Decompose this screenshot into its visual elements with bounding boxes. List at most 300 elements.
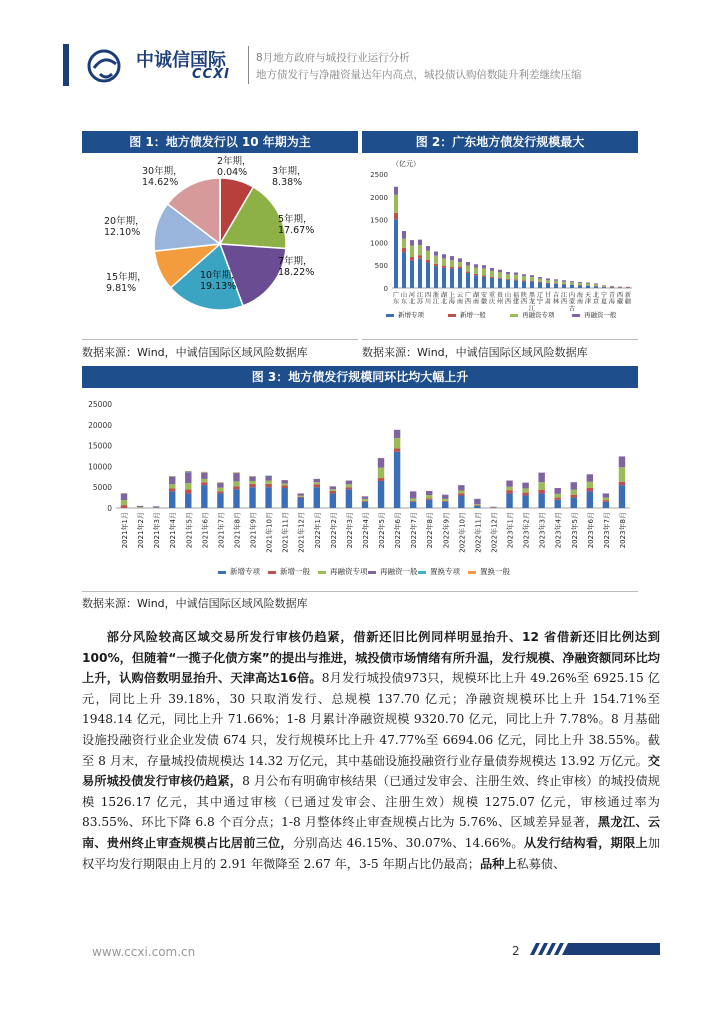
- legend-label: 新增一般: [280, 567, 310, 576]
- x-category-label: 2022年5月: [378, 512, 387, 549]
- bar-segment: [619, 467, 625, 482]
- x-category-label: 甘肃: [544, 292, 552, 306]
- bar-segment: [562, 284, 566, 285]
- bar-segment: [314, 482, 320, 484]
- bar-segment: [410, 491, 416, 498]
- x-category-label: 2023年3月: [538, 512, 547, 549]
- bar-segment: [249, 481, 255, 484]
- x-category-label: 2023年8月: [618, 512, 627, 549]
- bar-segment: [217, 482, 223, 483]
- y-tick-label: 1000: [370, 239, 388, 248]
- y-tick-label: 5000: [92, 483, 112, 493]
- figure3-rule: [82, 591, 638, 592]
- bar-segment: [458, 485, 464, 490]
- x-category-label: 北京: [592, 292, 600, 306]
- x-category-label: 2022年9月: [442, 512, 451, 549]
- bar-segment: [314, 484, 320, 487]
- x-category-label: 西藏: [616, 292, 624, 306]
- bar-segment: [281, 488, 287, 508]
- bar-segment: [554, 281, 558, 284]
- bar-segment: [602, 287, 606, 288]
- bar-segment: [249, 477, 255, 481]
- bar-segment: [434, 256, 438, 264]
- bar-segment: [265, 484, 271, 487]
- bar-segment: [362, 496, 368, 498]
- figure2-title: 图 2：广东地方债发行规模最大: [362, 131, 638, 153]
- bar-segment: [265, 481, 271, 484]
- x-category-label: 2022年3月: [345, 512, 354, 549]
- bar-segment: [570, 284, 574, 285]
- bar-segment: [546, 283, 550, 288]
- x-category-label: 2023年6月: [586, 512, 595, 549]
- x-category-label: 宁夏: [600, 292, 608, 306]
- bar-segment: [314, 487, 320, 508]
- bar-segment: [546, 278, 550, 280]
- bar-segment: [530, 282, 534, 288]
- bar-segment: [610, 286, 614, 287]
- bar-segment: [603, 498, 609, 500]
- bar-segment: [555, 488, 561, 494]
- legend-swatch: [418, 571, 426, 574]
- bar-segment: [281, 480, 287, 483]
- figure1-title: 图 1：地方债发行以 10 年期为主: [82, 131, 358, 153]
- bar-segment: [594, 286, 598, 287]
- bar-segment: [442, 502, 448, 508]
- x-category-label: 福建: [512, 292, 520, 306]
- bar-segment: [587, 491, 593, 508]
- footer-url[interactable]: www.ccxi.com.cn: [92, 945, 196, 959]
- bar-segment: [426, 500, 432, 508]
- bar-segment: [217, 493, 223, 508]
- bar-segment: [402, 252, 406, 288]
- bar-segment: [418, 240, 422, 245]
- x-category-label: 2023年5月: [570, 512, 579, 549]
- x-category-label: 贵州: [496, 292, 504, 306]
- x-category-label: 2022年12月: [490, 512, 499, 553]
- bar-segment: [570, 285, 574, 288]
- bar-segment: [474, 274, 478, 275]
- x-category-label: 2022年4月: [361, 512, 370, 549]
- bar-segment: [506, 274, 510, 279]
- x-category-label: 2021年1月: [121, 512, 130, 549]
- legend-swatch: [318, 571, 326, 574]
- bar-segment: [538, 283, 542, 288]
- bar-segment: [426, 495, 432, 498]
- bar-segment: [458, 268, 462, 288]
- bar-segment: [169, 484, 175, 488]
- bar-segment: [330, 493, 336, 508]
- pie-slice-label: 20年期， 12.10%: [104, 216, 145, 238]
- x-category-label: 2022年8月: [426, 512, 435, 549]
- pie-slice-label: 3年期， 8.38%: [272, 166, 307, 188]
- bar-segment: [450, 267, 454, 269]
- legend-label: 置换一般: [480, 567, 510, 576]
- bar-segment: [298, 497, 304, 498]
- x-category-label: 2023年2月: [522, 512, 531, 549]
- bar-segment: [418, 259, 422, 288]
- bar-segment: [610, 286, 614, 287]
- bar-segment: [346, 487, 352, 489]
- bar-segment: [233, 486, 239, 489]
- bar-segment: [571, 498, 577, 508]
- legend-label: 新增专项: [398, 311, 424, 319]
- bar-segment: [578, 285, 582, 286]
- bar-segment: [450, 256, 454, 260]
- bar-segment: [474, 499, 480, 504]
- bar-segment: [265, 476, 271, 481]
- bar-segment: [121, 494, 127, 500]
- bar-segment: [121, 500, 127, 505]
- bar-segment: [410, 501, 416, 502]
- bar-segment: [619, 482, 625, 485]
- bar-segment: [169, 476, 175, 477]
- bar-segment: [610, 287, 614, 288]
- bar-segment: [603, 493, 609, 497]
- bar-segment: [410, 502, 416, 508]
- bar-segment: [458, 491, 464, 494]
- pie-slice-label: 15年期， 9.81%: [106, 272, 147, 294]
- bar-segment: [587, 474, 593, 481]
- y-tick-label: 2000: [370, 193, 388, 202]
- bar-segment: [153, 506, 159, 507]
- bar-segment: [530, 281, 534, 282]
- x-category-label: 上海: [448, 292, 456, 306]
- body-text-4: 加权平均发行期限由上月的 2.91 年微降至 2.67 年，3-5 年期占比仍最高；: [82, 835, 661, 871]
- body-bold-3: 黑龙江、云南、贵州终止审查规模占比居前三位，: [82, 815, 661, 850]
- bar-segment: [410, 498, 416, 500]
- bar-segment: [602, 285, 606, 286]
- bar-segment: [490, 507, 496, 508]
- bar-segment: [466, 272, 470, 273]
- bar-segment: [554, 279, 558, 280]
- bar-segment: [217, 488, 223, 492]
- pie-slice-label: 2年期， 0.04%: [217, 156, 252, 178]
- bar-segment: [298, 496, 304, 497]
- figure2-rule: [362, 339, 638, 340]
- bar-segment: [594, 283, 598, 284]
- bar-segment: [410, 246, 414, 257]
- x-category-label: 黑龙江: [528, 292, 536, 313]
- bar-segment: [169, 491, 175, 508]
- bar-segment: [555, 494, 561, 498]
- x-category-label: 2021年3月: [153, 512, 162, 549]
- x-category-label: 湖南: [472, 292, 480, 306]
- legend-swatch: [368, 571, 376, 574]
- y-axis-unit: （亿元）: [392, 160, 420, 168]
- bar-segment: [217, 491, 223, 493]
- bar-segment: [442, 254, 446, 258]
- bar-segment: [522, 488, 528, 492]
- x-category-label: 2021年11月: [281, 512, 290, 553]
- bar-segment: [169, 477, 175, 484]
- bar-segment: [522, 483, 528, 489]
- bar-segment: [490, 508, 496, 509]
- x-category-label: 广西: [464, 292, 472, 306]
- bar-segment: [233, 472, 239, 473]
- bar-segment: [330, 491, 336, 493]
- bar-segment: [185, 483, 191, 489]
- bar-segment: [330, 486, 336, 489]
- bar-segment: [265, 476, 271, 477]
- bar-segment: [530, 275, 534, 277]
- bar-segment: [570, 281, 574, 282]
- bar-segment: [402, 248, 406, 253]
- x-category-label: 山东: [400, 292, 408, 306]
- bar-segment: [506, 481, 512, 487]
- bar-segment: [394, 220, 398, 288]
- body-text-1: 8月发行城投债973只，规模环比上升 49.26%至 6925.15 亿元，同比上升 39.18%，30 只取消发行、总规模 137.70 亿元；净融资规模环比上升 154.71%至 1948.14 亿元，同比上升 71.66%；1-8 月累计净融资规模 9320.70 亿元，同比上升 7.78%。8 月基础设施投融资行业企业发债 674 只，发行规模环比上升 47.77%至 6694.06 亿元，同比上升 38.55%。截至 8 月末，存量城投债规模达 14.32 万亿元，其中基础设施投融资行业存量债券规模达 13.92 万亿元。: [82, 671, 660, 768]
- x-category-label: 浙江: [432, 292, 440, 306]
- x-category-label: 河北: [408, 292, 416, 306]
- footer-stripes-icon: [530, 943, 660, 955]
- x-category-label: 2021年9月: [249, 512, 258, 549]
- bar-segment: [330, 489, 336, 491]
- bar-segment: [578, 282, 582, 283]
- bar-segment: [554, 284, 558, 288]
- x-category-label: 辽宁: [536, 292, 544, 306]
- body-bold-5: 品种上: [479, 856, 517, 871]
- x-category-label: 新疆: [624, 292, 632, 306]
- bar-segment: [394, 438, 400, 448]
- bar-segment: [490, 271, 494, 277]
- bar-segment: [498, 272, 502, 277]
- pie-slice-label: 10年期， 19.13%: [200, 270, 241, 292]
- header-divider: [248, 46, 249, 84]
- bar-segment: [201, 473, 207, 479]
- bar-segment: [394, 430, 400, 438]
- legend-label: 新增一般: [460, 311, 486, 319]
- legend-label: 再融资专项: [522, 311, 555, 319]
- bar-segment: [394, 213, 398, 220]
- bar-segment: [426, 491, 432, 495]
- bar-segment: [618, 287, 622, 288]
- body-text-2: 8 月公布有明确审核结果（已通过发审会、注册生效、终止审核）的城投债规模 1526.17 亿元，其中通过审核（已通过发审会、注册生效）规模 1275.07 亿元，审核通过率为 83.55%、环比下降 6.8 个百分点；1-8 月整体终止审查规模占比为 5.76%、区域差异显著，: [82, 774, 660, 830]
- bar-segment: [546, 283, 550, 284]
- bar-segment: [522, 276, 526, 280]
- legend-label: 再融资一般: [380, 567, 418, 576]
- bar-segment: [522, 280, 526, 281]
- bar-segment: [434, 252, 438, 256]
- bar-segment: [506, 487, 512, 490]
- bar-segment: [562, 284, 566, 288]
- y-tick-label: 0: [107, 504, 112, 513]
- bar-segment: [185, 472, 191, 483]
- bar-segment: [362, 502, 368, 508]
- bar-segment: [578, 285, 582, 288]
- legend-swatch: [572, 314, 580, 317]
- bar-segment: [474, 264, 478, 267]
- bar-segment: [233, 481, 239, 486]
- body-bold-2: 交易所城投债发行审核仍趋紧，: [82, 753, 660, 789]
- bar-segment: [466, 273, 470, 288]
- bar-segment: [538, 482, 544, 489]
- x-category-label: 内蒙古: [568, 292, 576, 313]
- page-number: 2: [512, 944, 520, 958]
- figure3-bar-chart: [82, 392, 638, 588]
- bar-segment: [466, 262, 470, 266]
- y-tick-label: 2500: [370, 171, 388, 179]
- logo-text: 中诚信国际: [136, 50, 226, 71]
- bar-segment: [562, 280, 566, 281]
- bar-segment: [466, 266, 470, 272]
- bar-segment: [137, 506, 143, 507]
- bar-segment: [571, 482, 577, 489]
- x-category-label: 2021年12月: [297, 512, 306, 553]
- bar-segment: [474, 275, 478, 288]
- bar-segment: [362, 499, 368, 501]
- legend-label: 新增专项: [230, 567, 260, 576]
- figure1-rule: [82, 339, 358, 340]
- bar-segment: [562, 282, 566, 284]
- bar-segment: [506, 272, 510, 274]
- x-category-label: 2021年5月: [185, 512, 194, 549]
- x-category-label: 天津: [584, 292, 592, 306]
- bar-segment: [498, 279, 502, 288]
- bar-segment: [233, 473, 239, 481]
- x-category-label: 2022年6月: [394, 512, 403, 549]
- x-category-label: 2023年4月: [554, 512, 563, 549]
- bar-segment: [265, 487, 271, 508]
- bar-segment: [201, 482, 207, 485]
- bar-segment: [249, 484, 255, 487]
- bar-segment: [410, 240, 414, 245]
- bar-segment: [571, 495, 577, 498]
- y-tick-label: 0: [383, 285, 388, 293]
- bar-segment: [378, 458, 384, 468]
- bar-segment: [378, 481, 384, 508]
- bar-segment: [442, 495, 448, 499]
- figure3-title: 图 3：地方债发行规模同环比均大幅上升: [82, 366, 638, 388]
- bar-segment: [426, 498, 432, 499]
- bar-segment: [586, 286, 590, 288]
- bar-segment: [474, 506, 480, 507]
- bar-segment: [546, 280, 550, 283]
- bar-segment: [426, 251, 430, 260]
- bar-segment: [603, 500, 609, 502]
- y-tick-label: 500: [374, 262, 388, 271]
- x-category-label: 青海: [608, 292, 616, 306]
- x-category-label: 云南: [456, 292, 464, 306]
- bar-segment: [586, 283, 590, 284]
- bar-segment: [281, 486, 287, 488]
- bar-segment: [618, 287, 622, 288]
- bar-segment: [619, 485, 625, 508]
- bar-segment: [538, 277, 542, 279]
- legend-swatch: [218, 571, 226, 574]
- bar-segment: [555, 498, 561, 500]
- y-tick-label: 15000: [88, 441, 112, 451]
- bar-segment: [482, 277, 486, 288]
- bar-segment: [571, 490, 577, 495]
- bar-segment: [402, 231, 406, 239]
- header-accent-bar: [63, 44, 69, 86]
- x-category-label: 江西: [560, 292, 568, 306]
- bar-segment: [514, 280, 518, 288]
- bar-segment: [121, 493, 127, 494]
- x-category-label: 重庆: [488, 292, 496, 306]
- x-category-label: 四川: [424, 292, 432, 306]
- bar-segment: [602, 286, 606, 287]
- bar-segment: [482, 268, 486, 275]
- bar-segment: [506, 280, 510, 288]
- bar-segment: [418, 255, 422, 259]
- x-category-label: 2023年1月: [506, 512, 515, 549]
- bar-segment: [587, 482, 593, 488]
- bar-segment: [346, 489, 352, 508]
- bar-segment: [137, 507, 143, 508]
- bar-segment: [434, 266, 438, 288]
- bar-segment: [346, 484, 352, 487]
- y-tick-label: 10000: [88, 462, 112, 472]
- bar-segment: [249, 487, 255, 508]
- bar-segment: [482, 265, 486, 268]
- bar-segment: [185, 471, 191, 472]
- x-category-label: 2021年6月: [201, 512, 210, 549]
- x-category-label: 2022年10月: [458, 512, 467, 553]
- bar-segment: [426, 260, 430, 263]
- bar-segment: [346, 481, 352, 485]
- y-tick-label: 20000: [88, 420, 112, 430]
- legend-swatch: [468, 571, 476, 574]
- bar-segment: [474, 267, 478, 273]
- bar-segment: [185, 493, 191, 508]
- bar-segment: [442, 258, 446, 265]
- bar-segment: [586, 285, 590, 286]
- x-category-label: 2022年11月: [474, 512, 483, 553]
- bar-segment: [538, 493, 544, 508]
- bar-segment: [522, 496, 528, 508]
- bar-segment: [121, 505, 127, 508]
- bar-segment: [298, 493, 304, 495]
- x-category-label: 湖北: [440, 292, 448, 306]
- bar-segment: [626, 287, 630, 288]
- bar-segment: [201, 485, 207, 508]
- bar-segment: [249, 476, 255, 477]
- x-category-label: 2021年10月: [265, 512, 274, 553]
- x-category-label: 2022年1月: [313, 512, 322, 549]
- bar-segment: [217, 483, 223, 488]
- bar-segment: [458, 258, 462, 262]
- figure2-source: 数据来源：Wind，中诚信国际区域风险数据库: [362, 346, 588, 359]
- bar-segment: [474, 506, 480, 508]
- bar-segment: [482, 275, 486, 276]
- bar-segment: [201, 479, 207, 482]
- bar-segment: [514, 275, 518, 280]
- x-category-label: 广东: [392, 292, 400, 306]
- x-category-label: 江苏: [416, 292, 424, 306]
- report-title: 8月地方政府与城投行业运行分析: [256, 52, 410, 64]
- legend-label: 置换专项: [430, 567, 460, 576]
- x-category-label: 山西: [504, 292, 512, 306]
- body-bold-4: 从发行结构看，期限上: [523, 835, 648, 850]
- bar-segment: [378, 478, 384, 481]
- y-tick-label: 25000: [88, 400, 112, 409]
- bar-segment: [434, 264, 438, 266]
- bar-segment: [426, 246, 430, 251]
- bar-segment: [522, 493, 528, 496]
- body-bold-lead: 部分风险较高区域交易所发行审核仍趋紧，借新还旧比例同样明显抬升、12 省借新还旧比例达到 100%，但随着“一揽子化债方案”的提出与推进，城投债市场情绪有所升温，发行规模、净融资额同环比均上升，认购倍数明显抬升、天津高达16倍。: [82, 630, 660, 686]
- bar-segment: [538, 473, 544, 483]
- bar-segment: [514, 279, 518, 280]
- bar-segment: [506, 490, 512, 493]
- bar-segment: [394, 449, 400, 452]
- bar-segment: [450, 260, 454, 267]
- bar-segment: [490, 277, 494, 278]
- bar-segment: [490, 278, 494, 288]
- bar-segment: [594, 284, 598, 285]
- x-category-label: 安徽: [480, 292, 488, 306]
- x-category-label: 2023年7月: [602, 512, 611, 549]
